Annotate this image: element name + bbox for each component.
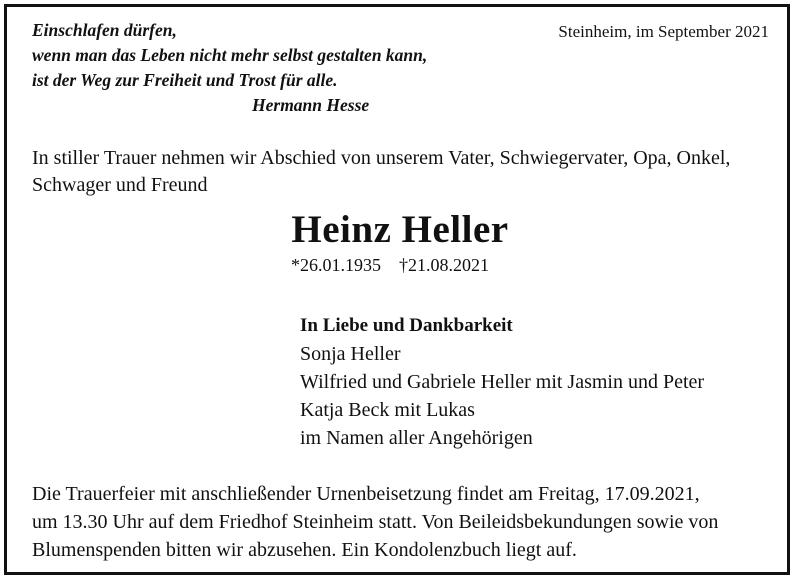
intro-text [32, 145, 730, 199]
death-date: †21.08.2021 [399, 255, 489, 275]
mourners-heading: In Liebe und Dankbarkeit [300, 315, 513, 336]
quote-line: Einschlafen dürfen, [32, 20, 177, 40]
intro-line: Schwager und Freund [32, 174, 208, 196]
quote-author: Hermann Hesse [252, 95, 370, 115]
intro-line: In stiller Trauer nehmen wir Abschied von unserem Vater, Schwiegervater, Opa, Onkel, [32, 147, 731, 169]
service-info [32, 480, 718, 564]
mourners-block [300, 312, 704, 452]
mourner-line: Sonja Heller [300, 343, 401, 365]
quote-line: wenn man das Leben nicht mehr selbst gestalten kann, [32, 45, 428, 65]
memorial-quote [32, 18, 427, 118]
birth-date: *26.01.1935 [291, 255, 381, 275]
deceased-name: Heinz Heller [291, 208, 509, 251]
life-dates [291, 255, 489, 276]
quote-line: ist der Weg zur Freiheit und Trost für alle. [32, 70, 338, 90]
service-line: um 13.30 Uhr auf dem Friedhof Steinheim statt. Von Beileidsbekundungen sowie von [32, 511, 719, 533]
mourner-line: Wilfried und Gabriele Heller mit Jasmin und Peter [300, 371, 705, 393]
place-date: Steinheim, im September 2021 [558, 22, 769, 41]
mourner-line: im Namen aller Angehörigen [300, 427, 533, 449]
service-line: Die Trauerfeier mit anschließender Urnenbeisetzung findet am Freitag, 17.09.2021, [32, 483, 700, 505]
service-line: Blumenspenden bitten wir abzusehen. Ein Kondolenzbuch liegt auf. [32, 539, 577, 561]
mourner-line: Katja Beck mit Lukas [300, 399, 475, 421]
